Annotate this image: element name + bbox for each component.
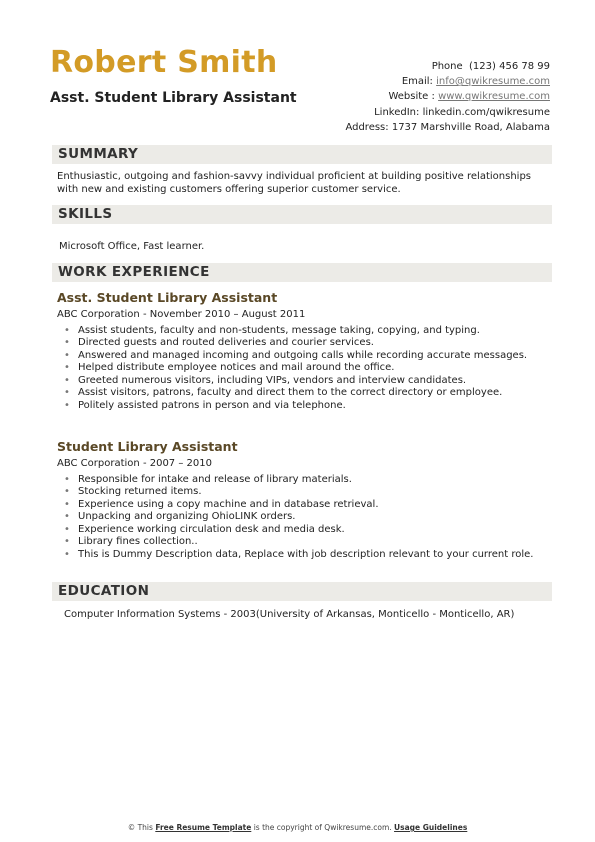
job-role: Asst. Student Library Assistant — [57, 290, 278, 305]
contact-website-row — [230, 89, 550, 104]
free-resume-template-link[interactable]: Free Resume Template — [155, 823, 252, 832]
list-item: • Answered and managed incoming and outgoing calls while recording accurate messages. — [64, 350, 549, 362]
contact-phone-row — [230, 59, 550, 74]
phone-label: Phone — [431, 61, 463, 72]
list-item: • Experience using a copy machine and in database retrieval. — [64, 499, 549, 511]
list-item: • This is Dummy Description data, Replace with job description relevant to your current role. — [64, 549, 549, 561]
list-item: • Directed guests and routed deliveries and courier services. — [64, 337, 549, 349]
skills-heading: SKILLS — [58, 206, 113, 222]
usage-guidelines-link[interactable]: Usage Guidelines — [394, 823, 468, 832]
contact-linkedin-row — [230, 105, 550, 120]
education-heading: EDUCATION — [58, 583, 150, 599]
contact-block — [230, 59, 550, 135]
work-section-header — [52, 263, 552, 282]
copyright-footer — [0, 823, 595, 832]
list-item: • Stocking returned items. — [64, 486, 549, 498]
linkedin-label: LinkedIn: — [374, 106, 420, 118]
skills-section-header — [52, 205, 552, 224]
contact-address-row — [230, 120, 550, 135]
address-label: Address: — [345, 121, 389, 133]
list-item: • Assist students, faculty and non-students, message taking, copying, and typing. — [64, 325, 549, 337]
candidate-name: Robert Smith — [50, 45, 278, 80]
list-item: • Greeted numerous visitors, including VIPs, vendors and interview candidates. — [64, 375, 549, 387]
list-item: • Assist visitors, patrons, faculty and direct them to the correct directory or employee. — [64, 387, 549, 399]
education-text: Computer Information Systems - 2003(University of Arkansas, Monticello - Monticello, AR) — [64, 609, 515, 620]
linkedin-value: linkedin.com/qwikresume — [422, 106, 550, 118]
job-role: Student Library Assistant — [57, 439, 238, 454]
contact-email-row — [230, 74, 550, 89]
candidate-title: Asst. Student Library Assistant — [50, 90, 297, 106]
list-item: • Experience working circulation desk and media desk. — [64, 524, 549, 536]
list-item: • Library fines collection.. — [64, 536, 549, 548]
list-item: • Unpacking and organizing OhioLINK orders. — [64, 511, 549, 523]
phone-value: (123) 456 78 99 — [469, 61, 550, 72]
email-link[interactable]: info@qwikresume.com — [436, 76, 550, 88]
job-company-dates: ABC Corporation - 2007 – 2010 — [57, 458, 212, 469]
website-link[interactable]: www.qwikresume.com — [438, 91, 550, 103]
job-company-dates: ABC Corporation - November 2010 – August 2011 — [57, 309, 306, 320]
footer-prefix: © This — [127, 823, 156, 832]
summary-section-header — [52, 145, 552, 164]
job-duties-list — [64, 325, 549, 412]
job-duties-list — [64, 474, 549, 561]
summary-heading: SUMMARY — [58, 146, 139, 162]
work-heading: WORK EXPERIENCE — [58, 264, 210, 280]
website-label: Website : — [388, 91, 435, 103]
email-label: Email: — [401, 76, 433, 88]
summary-text: Enthusiastic, outgoing and fashion-savvy individual proficient at building positive relationships with new and existing customers offering superior customer service. — [57, 171, 532, 195]
address-value: 1737 Marshville Road, Alabama — [391, 121, 550, 133]
footer-middle: is the copyright of Qwikresume.com. — [251, 823, 395, 832]
list-item: • Helped distribute employee notices and mail around the office. — [64, 362, 549, 374]
list-item: • Responsible for intake and release of library materials. — [64, 474, 549, 486]
education-section-header — [52, 582, 552, 601]
list-item: • Politely assisted patrons in person and via telephone. — [64, 400, 549, 412]
skills-text: Microsoft Office, Fast learner. — [59, 241, 205, 252]
